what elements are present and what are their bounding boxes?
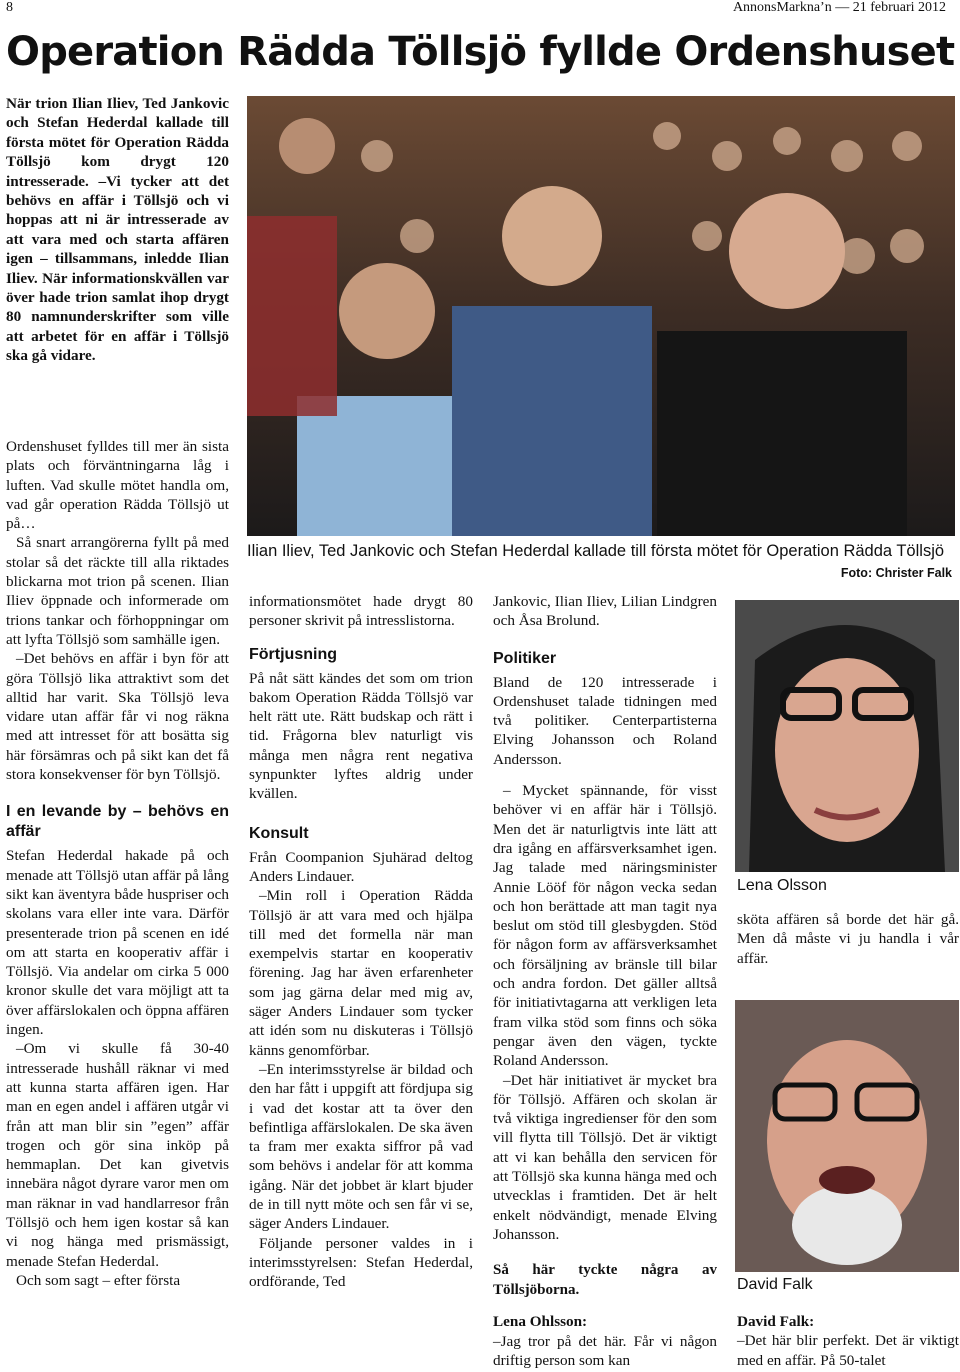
col1-paragraph: –Det behövs en affär i byn för att göra Töllsjö lika attraktivt som det alltid har varit. Ska Töllsjö leva vidare utan affär får vi nog räkna med att intresset för att bosätta sig här försämras och på sikt kan det få stora konsekvenser för byn Töllsjö. [6, 650, 229, 784]
col3-name: Lena Ohlsson: [493, 1313, 588, 1331]
photo-credit: Foto: Christer Falk [840, 566, 952, 580]
col1-subhead: I en levande by – behövs en affär [6, 803, 229, 841]
column-4-bottom [737, 1312, 959, 1370]
main-photo-caption: Ilian Iliev, Ted Jankovic och Stefan Hederdal kallade till första mötet för Operation Rädda Töllsjö [247, 542, 945, 560]
col4-paragraph: sköta affären så borde det här gå. Men då måste vi ju handla i vår affär. [737, 911, 959, 967]
portrait-david-illustration [735, 1000, 959, 1272]
portrait-lena-caption: Lena Olsson [737, 877, 827, 894]
col1-paragraph: Ordenshuset fylldes till mer än sista plats och förväntningarna låg i luften. Vad skulle mötet handla om, vad går operation Rädda Töllsjö ut på… [6, 438, 229, 533]
col4-name: David Falk: [737, 1313, 815, 1330]
col4-paragraph: –Det här blir perfekt. Det är viktigt med en affär. På 50-talet [737, 1332, 959, 1369]
column-2 [249, 592, 473, 1292]
col3-paragraph: –Det här initiativet är mycket bra för Töllsjö. Affären och skolan är två viktiga ingredienser för den som vill flytta till Töllsjö. Det är viktigt att vi kan behålla den servicen för att Töllsjö ska kunna hänga med och utvecklas i framtiden. Det är helt enkelt nödvändigt, menade Elving Johansson. [493, 1071, 717, 1243]
col2-paragraph: Följande personer valdes in i interimsstyrelsen: Stefan Hederdal, ordförande, Ted [249, 1234, 473, 1291]
col2-subhead: Konsult [249, 824, 309, 842]
main-photo-illustration [247, 96, 955, 536]
col2-paragraph: informationsmötet hade drygt 80 personer skrivit på intresslistorna. [249, 593, 473, 630]
col2-paragraph: På nåt sätt kändes det som om trion bakom Operation Rädda Töllsjö var helt rätt ute. Rätt budskap och rätt i tid. Frågorna blev naturligt vis många men några rent negativa synpunkter lyftes aldrig under kvällen. [249, 669, 473, 803]
portrait-david-falk [735, 1000, 959, 1272]
lead-paragraph [6, 94, 229, 366]
portrait-david-caption: David Falk [737, 1276, 813, 1293]
col1-paragraph: –Om vi skulle få 30-40 intresserade hushåll räknar vi med att kunna starta affären igen. Har man en egen andel i affären utgår vi från att man blir sin ”egen” affär trogen och gör sina inköp på hemmaplan. Det kan givetvis innebära något dyrare varor men om man räknar in vad handlarresor från Töllsjö och hem igen kostar så kan vi nog hänga med prismässigt, menade Stefan Hederdal. [6, 1040, 229, 1270]
headline: Operation Rädda Töllsjö fyllde Ordenshuset [6, 29, 955, 75]
col3-paragraph: – Mycket spännande, för visst behöver vi en affär här i Töllsjö. Men det är naturligtvis inte lätt att dra igång en affärsverksamhet igen. Jag talade med näringsminister Annie Lööf för någon vecka sedan och hon berättade att man tagit nya beslut om stöd till glesbygden. Stöd för någon form av affärsverksamhet och försäljning av bränsle till bilar och andra fordon. Det gäller alltså för initiativtagarna att verkligen leta fram vilka stöd som finns och söka pengar även den vägen, tyckte Roland Andersson. [493, 782, 717, 1070]
col3-subhead: Så här tyckte några av Töllsjöborna. [493, 1262, 717, 1299]
col3-paragraph: –Jag tror på det här. Får vi någon driftig person som kan [493, 1332, 717, 1369]
col2-paragraph: –En interimsstyrelse är bildad och den har fått i uppgift att fördjupa sig i vad det kostar att ta över den befintliga affärslokalen. De ska även ta fram mer exakta siffror på vad som behövs i andelar för att komma igång. När det jobbet är klart bjuder de in till nytt möte och sen får vi se, säger Anders Lindauer. [249, 1060, 473, 1233]
column-4-top [737, 910, 959, 968]
lead-text: När trion Ilian Iliev, Ted Jankovic och Stefan Hederdal kallade till första mötet för Operation Rädda Töllsjö kom drygt 120 intresserade. –Vi tycker att det behövs en affär i Töllsjö och vi hoppas att ni är intresserade av att vara med och starta affären igen – tillsammans, inledde Ilian Iliev. När informationskvällen var över hade trion samlat ihop drygt 80 namnunderskrifter som ville att arbetet för en affär i Töllsjö ska gå vidare. [6, 95, 229, 365]
publication-line: AnnonsMarkna’n — 21 februari 2012 [732, 0, 946, 15]
column-3 [493, 592, 717, 1370]
col2-subhead: Förtjusning [249, 645, 337, 663]
col1-paragraph: Och som sagt – efter första [16, 1271, 181, 1289]
page-number: 8 [6, 0, 13, 15]
col3-subhead: Politiker [493, 649, 557, 667]
main-photo [247, 96, 955, 536]
portrait-lena-illustration [735, 600, 959, 872]
col2-paragraph: Från Coompanion Sjuhärad deltog Anders Lindauer. [249, 848, 473, 885]
portrait-lena-olsson [735, 600, 959, 872]
col1-paragraph: Så snart arrangörerna fyllt på med stolar så det räckte till alla riktades blickarna mot trion på scenen. Ilian Iliev öppnade och informerade om trions tankar och förhoppningar om att lyfta Töllsjö som samhälle igen. [6, 534, 229, 648]
col2-paragraph: –Min roll i Operation Rädda Töllsjö är att vara med och hjälpa till med det formella när man exempelvis startar en kooperativ förening. Jag har även erfarenheter som jag gärna delar med mig av, säger Anders Lindauer som tycker att idén som nu diskuteras i Töllsjö känns genomförbar. [249, 887, 473, 1059]
column-1 [6, 437, 229, 1290]
col3-paragraph: Bland de 120 intresserade i Ordenshuset talade tidningen med två politiker. Centerpartisterna Elving Johansson och Roland Andersson. [493, 673, 717, 768]
col1-paragraph: Stefan Hederdal hakade på och menade att Töllsjö utan affär på lång sikt kan äventyra både huspriser och skolans vara eller inte vara. Därför presenterade trion på scenen en idé om att starta en kooperativ affär i Töllsjö. Via andelar om cirka 5 000 kronor skulle det vara möjligt att ta över affärslokalen och öppna affären ingen. [6, 847, 229, 1039]
col3-paragraph: Jankovic, Ilian Iliev, Lilian Lindgren och Åsa Brolund. [493, 593, 717, 630]
